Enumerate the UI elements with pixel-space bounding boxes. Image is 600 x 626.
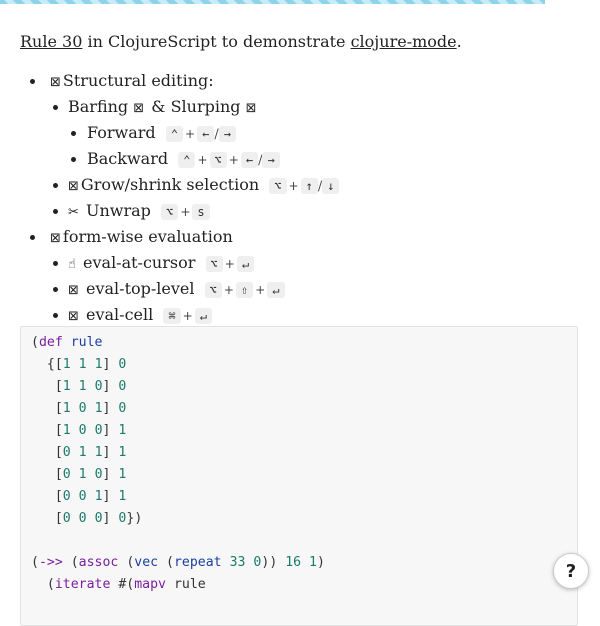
slurp-icon: ⊠ bbox=[245, 101, 257, 116]
evaluation-icon: ⊠ bbox=[50, 231, 61, 246]
eval-top-level-item bbox=[50, 277, 580, 303]
ctrl-key: ⌃ bbox=[178, 152, 195, 168]
down-arrow-key: ↓ bbox=[322, 178, 339, 194]
plus: + bbox=[180, 205, 191, 219]
item-label: eval-cell bbox=[86, 305, 154, 324]
plus: + bbox=[288, 179, 299, 193]
alt-key: ⌥ bbox=[210, 152, 227, 168]
item-label: eval-top-level bbox=[86, 279, 195, 298]
item-label: Forward bbox=[87, 123, 156, 142]
right-arrow-key: → bbox=[219, 126, 236, 142]
plus: + bbox=[182, 309, 193, 323]
help-button[interactable]: ? bbox=[553, 553, 589, 589]
progress-bar bbox=[0, 0, 545, 4]
cell-icon: ⊠ bbox=[68, 309, 79, 324]
section-label: Structural editing: bbox=[62, 71, 214, 90]
structural-list bbox=[50, 95, 580, 225]
intro-period: . bbox=[456, 32, 462, 51]
enter-key: ↵ bbox=[195, 308, 212, 324]
feature-list bbox=[20, 69, 580, 329]
left-arrow-key: ← bbox=[197, 126, 214, 142]
clojure-mode-link[interactable]: clojure-mode bbox=[350, 32, 457, 51]
slash: / bbox=[258, 153, 263, 168]
top-level-icon: ⊠ bbox=[68, 283, 79, 298]
notebook-content bbox=[20, 30, 580, 329]
pointer-hand-icon: ☝ bbox=[68, 257, 76, 272]
plus: + bbox=[255, 283, 266, 297]
barfing-slurping-item bbox=[50, 95, 580, 173]
item-label: Barfing bbox=[68, 97, 129, 116]
item-label: eval-at-cursor bbox=[83, 253, 196, 272]
evaluation-list bbox=[50, 251, 580, 329]
ctrl-key: ⌃ bbox=[166, 126, 183, 142]
intro-paragraph bbox=[20, 30, 580, 54]
plus: + bbox=[197, 153, 208, 167]
alt-key: ⌥ bbox=[161, 204, 178, 220]
up-arrow-key: ↑ bbox=[301, 178, 318, 194]
scissors-icon: ✂ bbox=[68, 205, 79, 220]
section-structural-editing bbox=[20, 69, 580, 225]
enter-key: ↵ bbox=[267, 282, 284, 298]
left-arrow-key: ← bbox=[241, 152, 258, 168]
alt-key: ⌥ bbox=[205, 282, 222, 298]
item-label: Grow/shrink selection bbox=[80, 175, 260, 194]
intro-text: in ClojureScript to demonstrate bbox=[82, 32, 351, 51]
item-suffix: & Slurping bbox=[151, 97, 241, 116]
code-editor[interactable] bbox=[20, 326, 578, 626]
structural-icon: ⊠ bbox=[50, 75, 61, 90]
slash: / bbox=[214, 127, 219, 142]
section-label: form-wise evaluation bbox=[62, 227, 233, 246]
grow-shrink-item bbox=[50, 173, 580, 199]
barf-icon: ⊠ bbox=[133, 101, 145, 116]
shift-key: ⇧ bbox=[236, 282, 253, 298]
cmd-key: ⌘ bbox=[163, 308, 180, 324]
item-label: Backward bbox=[87, 149, 169, 168]
rule-30-link[interactable]: Rule 30 bbox=[20, 32, 83, 51]
unwrap-item bbox=[50, 199, 580, 225]
eval-at-cursor-item bbox=[50, 251, 580, 277]
selection-icon: ⊠ bbox=[68, 179, 79, 194]
section-form-evaluation bbox=[20, 225, 580, 329]
plus: + bbox=[185, 127, 196, 141]
plus: + bbox=[223, 283, 234, 297]
backward-item bbox=[68, 147, 580, 173]
s-key: s bbox=[192, 204, 209, 220]
plus: + bbox=[224, 257, 235, 271]
code-text[interactable]: (def rule {[1 1 1] 0 [1 1 0] 0 [1 0 1] 0 [1 0 0] 1 [0 1 1] 1 [0 1 0] 1 [0 0 1] 1 [0 0 0] 0}) (->> (assoc (vec (repeat 33 0)) 16 1) (iterate #(mapv rule bbox=[31, 335, 325, 592]
item-label: Unwrap bbox=[86, 201, 151, 220]
slash: / bbox=[317, 179, 323, 194]
barf-sublist bbox=[68, 121, 580, 173]
alt-key: ⌥ bbox=[206, 256, 223, 272]
enter-key: ↵ bbox=[237, 256, 254, 272]
alt-key: ⌥ bbox=[269, 178, 286, 194]
forward-item bbox=[68, 121, 580, 147]
right-arrow-key: → bbox=[262, 152, 279, 168]
plus: + bbox=[228, 153, 239, 167]
